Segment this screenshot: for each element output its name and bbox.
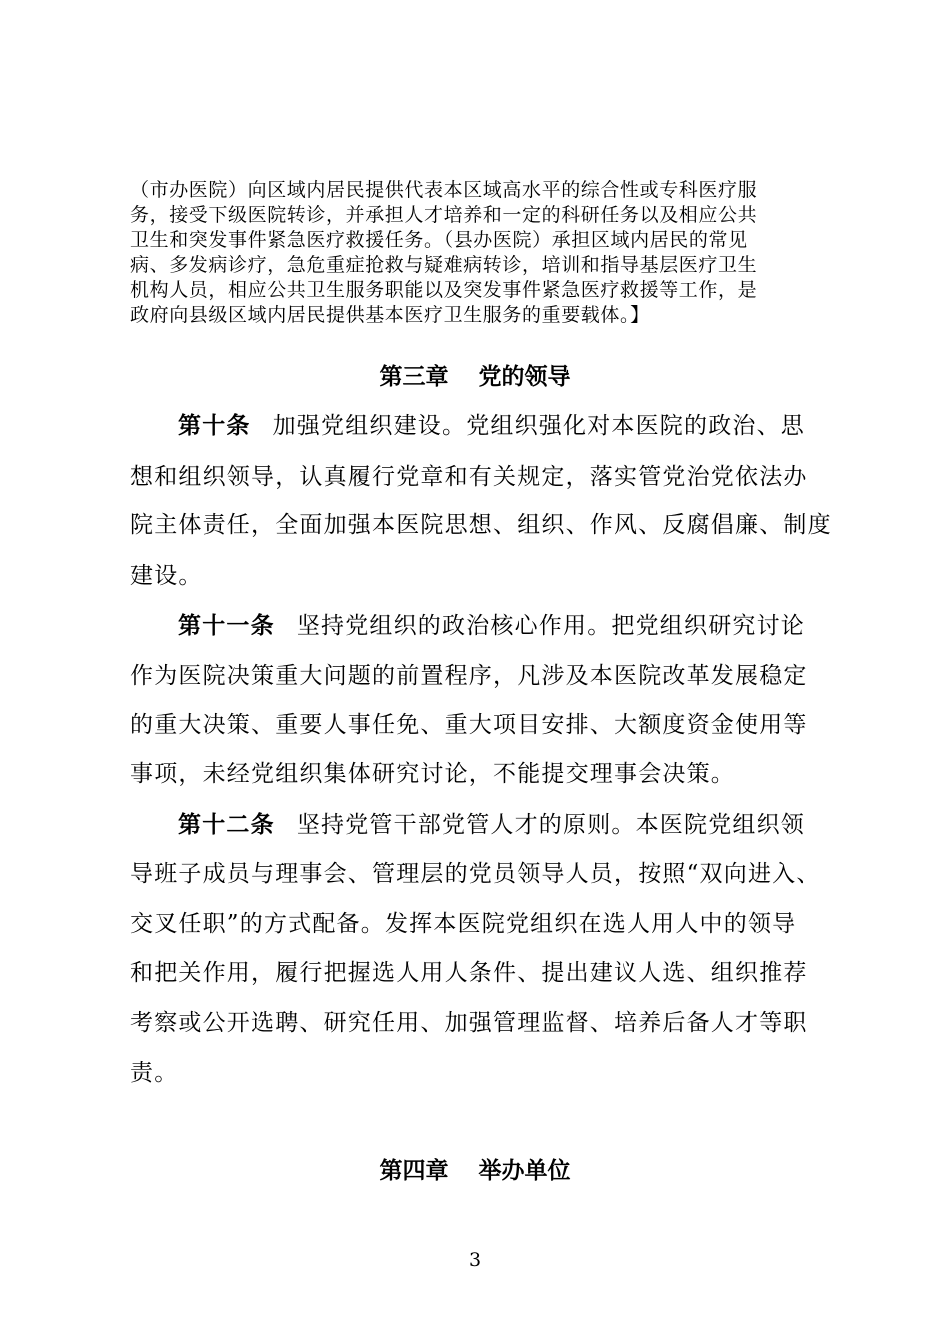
article-line: 事项，未经党组织集体研究讨论，不能提交理事会决策。 <box>130 761 735 787</box>
article-line: 想和组织领导，认真履行党章和有关规定，落实管党治党依法办 <box>130 464 808 490</box>
article-label: 第十二条 <box>178 812 275 838</box>
article-line: 院主体责任，全面加强本医院思想、组织、作风、反腐倡廉、制度 <box>130 512 832 538</box>
article-text: 坚持党管干部党管人才的原则。本医院党组织领 <box>296 812 806 838</box>
note-line: 政府向县级区域内居民提供基本医疗卫生服务的重要载体。】 <box>130 304 650 326</box>
chapter-number: 第四章 <box>379 1158 449 1184</box>
note-line: 机构人员，相应公共卫生服务职能以及突发事件紧急医疗救援等工作，是 <box>130 279 758 301</box>
chapter-title: 举办单位 <box>478 1158 571 1184</box>
note-line: 病、多发病诊疗，急危重症抢救与疑难病转诊，培训和指导基层医疗卫生 <box>130 254 758 276</box>
article-label: 第十条 <box>178 413 251 439</box>
article-line: 的重大决策、重要人事任免、重大项目安排、大额度资金使用等 <box>130 712 808 738</box>
article-line: 和把关作用，履行把握选人用人条件、提出建议人选、组织推荐 <box>130 960 808 986</box>
note-line: 务，接受下级医院转诊，并承担人才培养和一定的科研任务以及相应公共 <box>130 204 758 226</box>
note-line: 卫生和突发事件紧急医疗救援任务。（县办医院）承担区域内居民的常见 <box>130 229 748 251</box>
chapter-heading-3 <box>0 362 950 392</box>
chapter-heading-4 <box>0 1156 950 1186</box>
chapter-number: 第三章 <box>379 364 449 390</box>
article-text: 加强党组织建设。党组织强化对本医院的政治、思 <box>272 413 806 439</box>
chapter-title: 党的领导 <box>478 364 571 390</box>
article-line: 作为医院决策重大问题的前置程序，凡涉及本医院改革发展稳定 <box>130 663 808 689</box>
article-line: 建设。 <box>130 563 203 589</box>
page-number: 3 <box>468 1249 482 1271</box>
article-line: 交叉任职”的方式配备。发挥本医院党组织在选人用人中的领导 <box>130 911 797 937</box>
article-line: 考察或公开选聘、研究任用、加强管理监督、培养后备人才等职 <box>130 1010 808 1036</box>
article-text: 坚持党组织的政治核心作用。把党组织研究讨论 <box>296 613 806 639</box>
article-line: 导班子成员与理事会、管理层的党员领导人员，按照“双向进入、 <box>130 861 821 887</box>
article-line: 责。 <box>130 1060 179 1086</box>
note-line: （市办医院）向区域内居民提供代表本区域高水平的综合性或专科医疗服 <box>130 179 758 201</box>
article-label: 第十一条 <box>178 613 275 639</box>
